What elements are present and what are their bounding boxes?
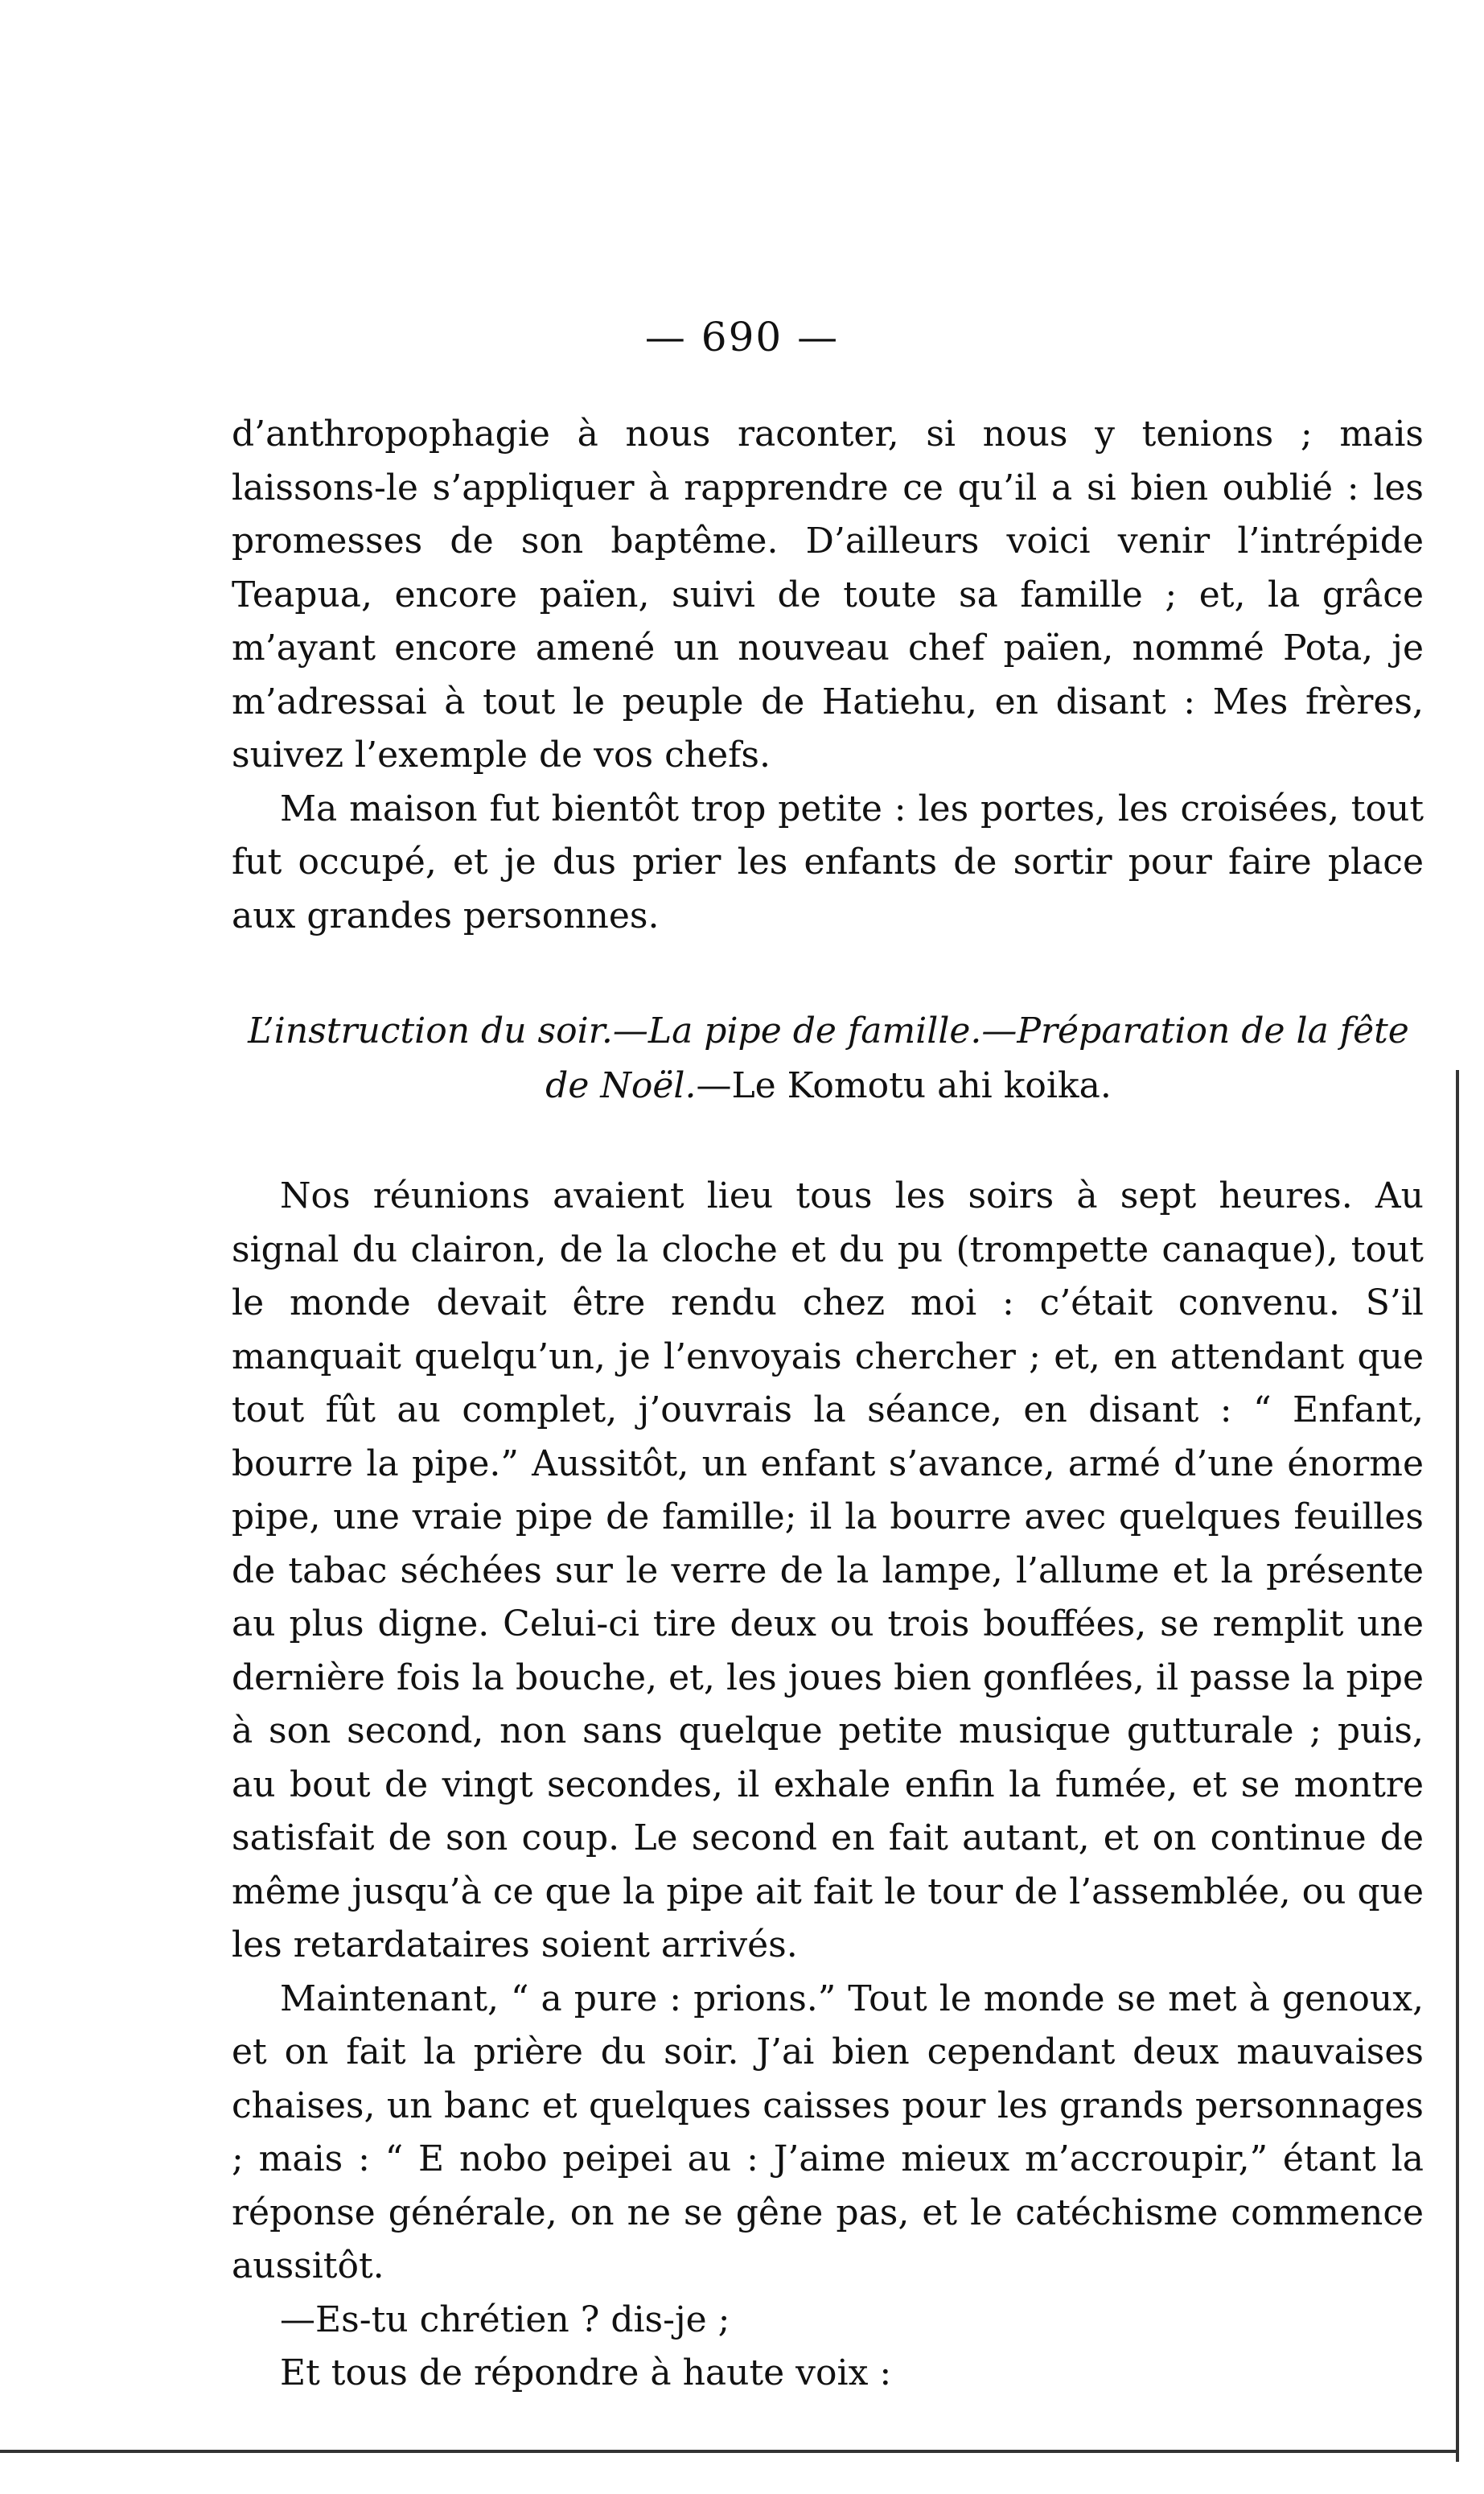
paragraph-maintenant: Maintenant, “ a pure : prions.” Tout le monde se met à genoux, et on fait la prière du soir. J’ai bien cependant deux mauvaises chaises, un banc et quelques caisses pour les grands personnages ; mais : “ E nobo peipei au : J’aime mieux m’accroupir,” étant la réponse générale, on ne se gêne pas, et le catéchisme commence aussitôt. <box>232 1978 1424 2286</box>
dialog-line-question: —Es-tu chrétien ? dis-je ; <box>280 2299 730 2340</box>
paragraph-maison: Ma maison fut bientôt trop petite : les portes, les croisées, tout fut occupé, et je dus prier les enfants de sortir pour faire place aux grandes personnes. <box>232 788 1424 936</box>
section-heading-text <box>241 1004 1416 1113</box>
dialog-line-answer: Et tous de répondre à haute voix : <box>280 2352 892 2393</box>
text-block-top <box>232 408 1424 943</box>
text-block-bottom <box>232 1170 1424 2401</box>
section-heading-italic: L’instruction du soir.—La pipe de famille.—Préparation de la fête de Noël. <box>248 1010 1409 1106</box>
right-margin-rule <box>1456 1070 1459 2462</box>
page-number: — 690 — <box>644 314 840 360</box>
bottom-margin-rule <box>0 2450 1457 2453</box>
paragraph-reunions: Nos réunions avaient lieu tous les soirs à sept heures. Au signal du clairon, de la cloche et du pu (trompette canaque), tout le monde devait être rendu chez moi : c’était convenu. S’il manquait quelqu’un, je l’envoyais chercher ; et, en attendant que tout fût au complet, j’ouvrais la séance, en disant : “ Enfant, bourre la pipe.” Aussitôt, un enfant s’avance, armé d’une énorme pipe, une vraie pipe de famille; il la bourre avec quelques feuilles de tabac séchées sur le verre de la lampe, l’allume et la présente au plus digne. Celui-ci tire deux ou trois bouffées, se remplit une dernière fois la bouche, et, les joues bien gonflées, il passe la pipe à son second, non sans quelque petite musique gutturale ; puis, au bout de vingt secondes, il exhale enfin la fumée, et se montre satisfait de son coup. Le second en fait autant, et on continue de même jusqu’à ce que la pipe ait fait le tour de l’assemblée, ou que les retardataires soient arrivés. <box>232 1175 1424 1965</box>
section-heading <box>241 1004 1416 1113</box>
paragraph-anthropophagie: d’anthropophagie à nous raconter, si nous y tenions ; mais laissons-le s’appliquer à rapprendre ce qu’il a si bien oublié : les promesses de son baptême. D’ailleurs voici venir l’intrépide Teapua, encore païen, suivi de toute sa famille ; et, la grâce m’ayant encore amené un nouveau chef païen, nommé Pota, je m’adressai à tout le peuple de Hatiehu, en disant : Mes frères, suivez l’exemple de vos chefs. <box>232 414 1424 776</box>
section-heading-roman: —Le Komotu ahi koika. <box>696 1065 1112 1106</box>
